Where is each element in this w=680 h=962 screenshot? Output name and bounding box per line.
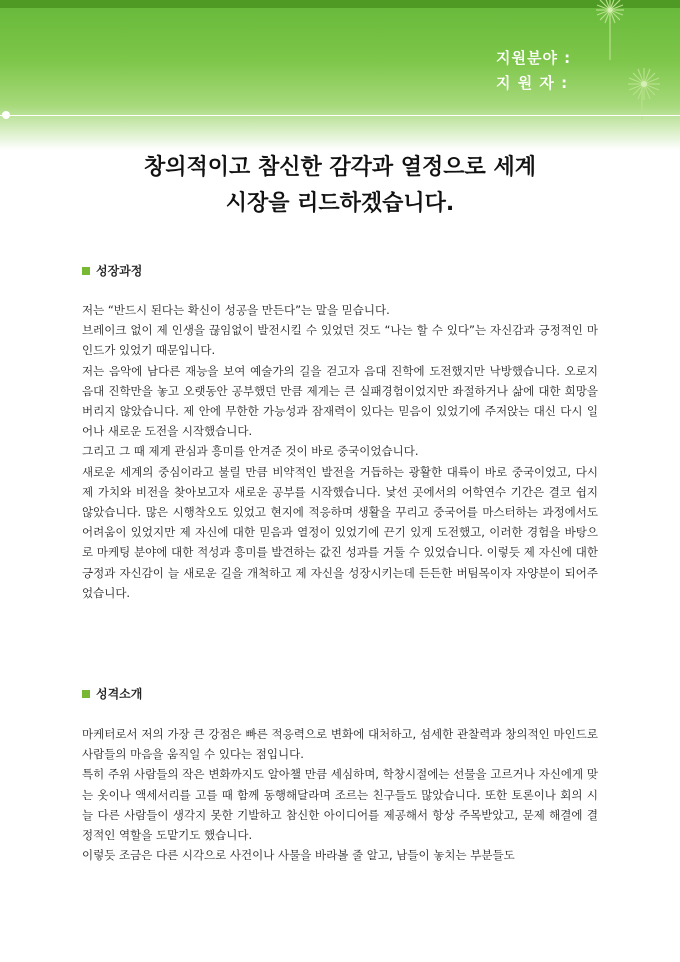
section-heading-label: 성격소개 (96, 687, 143, 701)
square-bullet-icon (82, 267, 90, 275)
paragraph: 특히 주위 사람들의 작은 변화까지도 알아챌 만큼 세심하며, 학창시절에는 선물을 고르거나 자신에게 맞는 옷이나 액세서리를 고를 때 함께 동행해달라며 조르는 친구들도 많았습니다. 또한 토론이나 회의 시 늘 다른 사람들이 생각지 못한 기발하고 참신한 아이디어를 제공해서 항상 주목받았고, 문제 해결에 결정적인 역할을 도맡기도 했습니다. (82, 767, 598, 843)
section-heading-growth (82, 262, 142, 279)
paragraph: 브레이크 없이 제 인생을 끊임없이 발전시킬 수 있었던 것도 “나는 할 수 있다”는 자신감과 긍정적인 마인드가 있었기 때문입니다. (82, 323, 598, 358)
page-title (0, 150, 680, 222)
field-label: 지원분야 : (496, 49, 572, 67)
paragraph: 저는 “반드시 된다는 확신이 성공을 만든다”는 말을 믿습니다. (82, 303, 390, 317)
section-heading-label: 성장과정 (96, 264, 143, 278)
applicant-meta (496, 46, 571, 96)
header-divider-dot (2, 111, 10, 119)
header-top-stripe (0, 0, 680, 8)
paragraph: 새로운 세계의 중심이라고 불릴 만큼 비약적인 발전을 거듭하는 광활한 대륙이 바로 중국이었고, 다시 제 가치와 비전을 찾아보고자 새로운 공부를 시작했습니다. 낯선 곳에서의 어학연수 기간은 결코 쉽지 않았습니다. 많은 시행착오도 있었고 현지에 적응하며 생활을 꾸리고 중국어를 마스터하는 과정에서도 어려움이 있었지만 제 자신에 대한 믿음과 열정이 있었기에 끈기 있게 도전했고, 이러한 경험을 바탕으로 마케팅 분야에 대한 적성과 흥미를 발견하는 값진 성과를 거둘 수 있었습니다. 이렇듯 제 자신에 대한 긍정과 자신감이 늘 새로운 길을 개척하고 제 자신을 성장시키는데 든든한 버팀목이자 자양분이 되어주었습니다. (82, 464, 598, 600)
paragraph: 이렇듯 조금은 다른 시각으로 사건이나 사물을 바라볼 줄 알고, 남들이 놓치는 부분들도 (82, 848, 515, 863)
paragraph: 저는 음악에 남다른 재능을 보여 예술가의 길을 걷고자 음대 진학에 도전했지만 낙방했습니다. 오로지 음대 진학만을 놓고 오랫동안 공부했던 만큼 제게는 큰 실패경험이었지만 좌절하거나 삶에 대한 희망을 버리지 않았습니다. 제 안에 무한한 가능성과 잠재력이 있다는 믿음이 있었기에 주저앉는 대신 다시 일어나 새로운 도전을 시작했습니다. (82, 363, 598, 439)
square-bullet-icon (82, 690, 90, 698)
flower-decoration-icon (580, 0, 680, 120)
section-body-growth (82, 300, 598, 603)
section-heading-personality (82, 685, 142, 702)
paragraph: 그리고 그 때 제게 관심과 흥미를 안겨준 것이 바로 중국이었습니다. (82, 444, 419, 459)
paragraph: 마케터로서 저의 가장 큰 강점은 빠른 적응력으로 변화에 대처하고, 섬세한 관찰력과 창의적인 마인드로 사람들의 마음을 움직일 수 있다는 점입니다. (82, 727, 598, 762)
title-line-2: 시장을 리드하겠습니다. (225, 191, 455, 216)
page-header (0, 0, 680, 150)
applicant-label: 지 원 자 : (496, 74, 569, 92)
section-body-personality (82, 724, 598, 865)
header-divider-line (0, 115, 680, 116)
title-line-1: 창의적이고 참신한 감각과 열정으로 세계 (144, 155, 536, 180)
